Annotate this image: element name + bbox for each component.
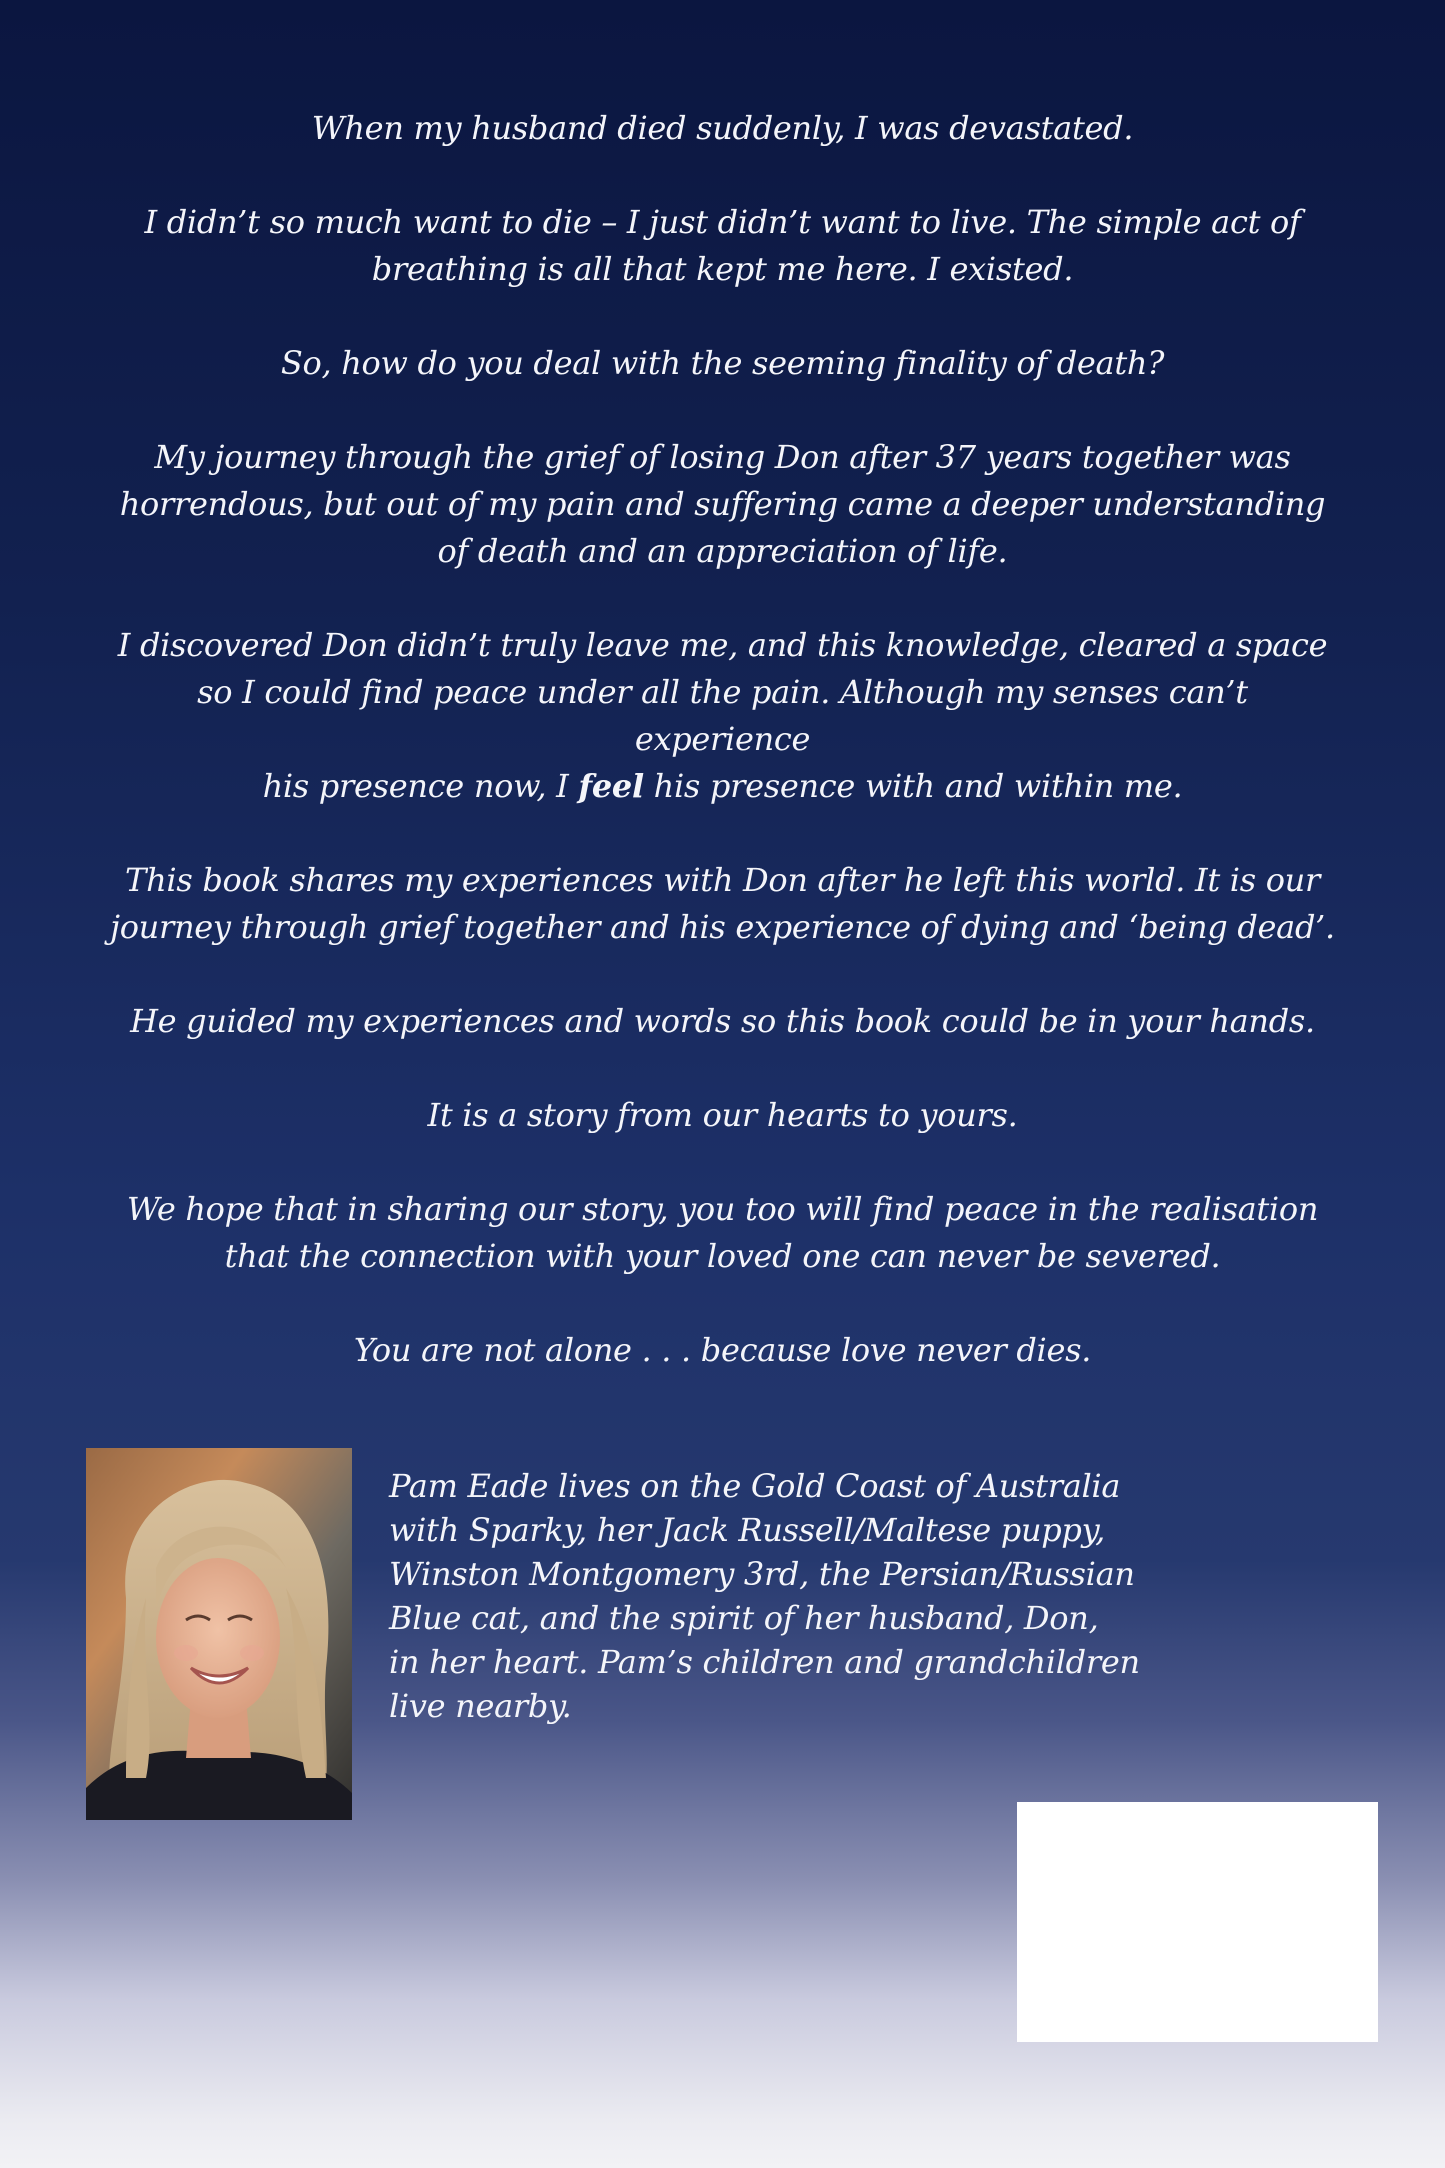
blurb-line: so I could find peace under all the pain. Although my senses can’t experience [197, 673, 1248, 758]
blurb-line: of death and an appreciation of life. [437, 532, 1008, 570]
bio-line: Blue cat, and the spirit of her husband, Don, [389, 1599, 1099, 1637]
blurb-line-start: his presence now, I [262, 767, 579, 805]
blurb-line: I discovered Don didn’t truly leave me, and this knowledge, cleared a space [117, 626, 1328, 664]
barcode-placeholder [1017, 1802, 1378, 2042]
bio-line: in her heart. Pam’s children and grandchildren [389, 1643, 1140, 1681]
blurb-line: that the connection with your loved one can never be severed. [224, 1237, 1221, 1275]
blurb-paragraph-9 [110, 1186, 1335, 1280]
blurb-line: journey through grief together and his experience of dying and ‘being dead’. [110, 908, 1335, 946]
blurb-line: It is a story from our hearts to yours. [427, 1096, 1018, 1134]
blurb-paragraph-4 [110, 434, 1335, 575]
bio-line: with Sparky, her Jack Russell/Maltese puppy, [389, 1511, 1106, 1549]
blurb-line: horrendous, but out of my pain and suffering came a deeper understanding [119, 485, 1326, 523]
author-photo [86, 1448, 352, 1820]
blurb-paragraph-3 [110, 340, 1335, 387]
blurb-line: So, how do you deal with the seeming finality of death? [280, 344, 1165, 382]
blurb-line: He guided my experiences and words so this book could be in your hands. [130, 1002, 1315, 1040]
back-cover-blurb [110, 105, 1335, 1374]
blurb-paragraph-2 [110, 199, 1335, 293]
blurb-line: When my husband died suddenly, I was devastated. [311, 109, 1134, 147]
blurb-paragraph-6 [110, 857, 1335, 951]
author-bio [389, 1464, 1189, 1728]
blurb-line: My journey through the grief of losing Don after 37 years together was [154, 438, 1291, 476]
emphasized-word: feel [578, 767, 644, 805]
blurb-paragraph-8 [110, 1092, 1335, 1139]
blurb-line: This book shares my experiences with Don after he left this world. It is our [125, 861, 1320, 899]
blurb-paragraph-10 [110, 1327, 1335, 1374]
blurb-paragraph-5 [110, 622, 1335, 810]
blurb-paragraph-1 [110, 105, 1335, 152]
bio-line: Pam Eade lives on the Gold Coast of Australia [389, 1467, 1121, 1505]
blurb-line: I didn’t so much want to die – I just didn’t want to live. The simple act of [144, 203, 1301, 241]
bio-line: Winston Montgomery 3rd, the Persian/Russian [389, 1555, 1135, 1593]
blurb-paragraph-7 [110, 998, 1335, 1045]
blurb-line: We hope that in sharing our story, you too will find peace in the realisation [126, 1190, 1319, 1228]
blurb-line-end: his presence with and within me. [643, 767, 1183, 805]
blurb-line: You are not alone . . . because love never dies. [353, 1331, 1092, 1369]
blurb-line: breathing is all that kept me here. I existed. [371, 250, 1074, 288]
bio-line: live nearby. [389, 1687, 572, 1725]
